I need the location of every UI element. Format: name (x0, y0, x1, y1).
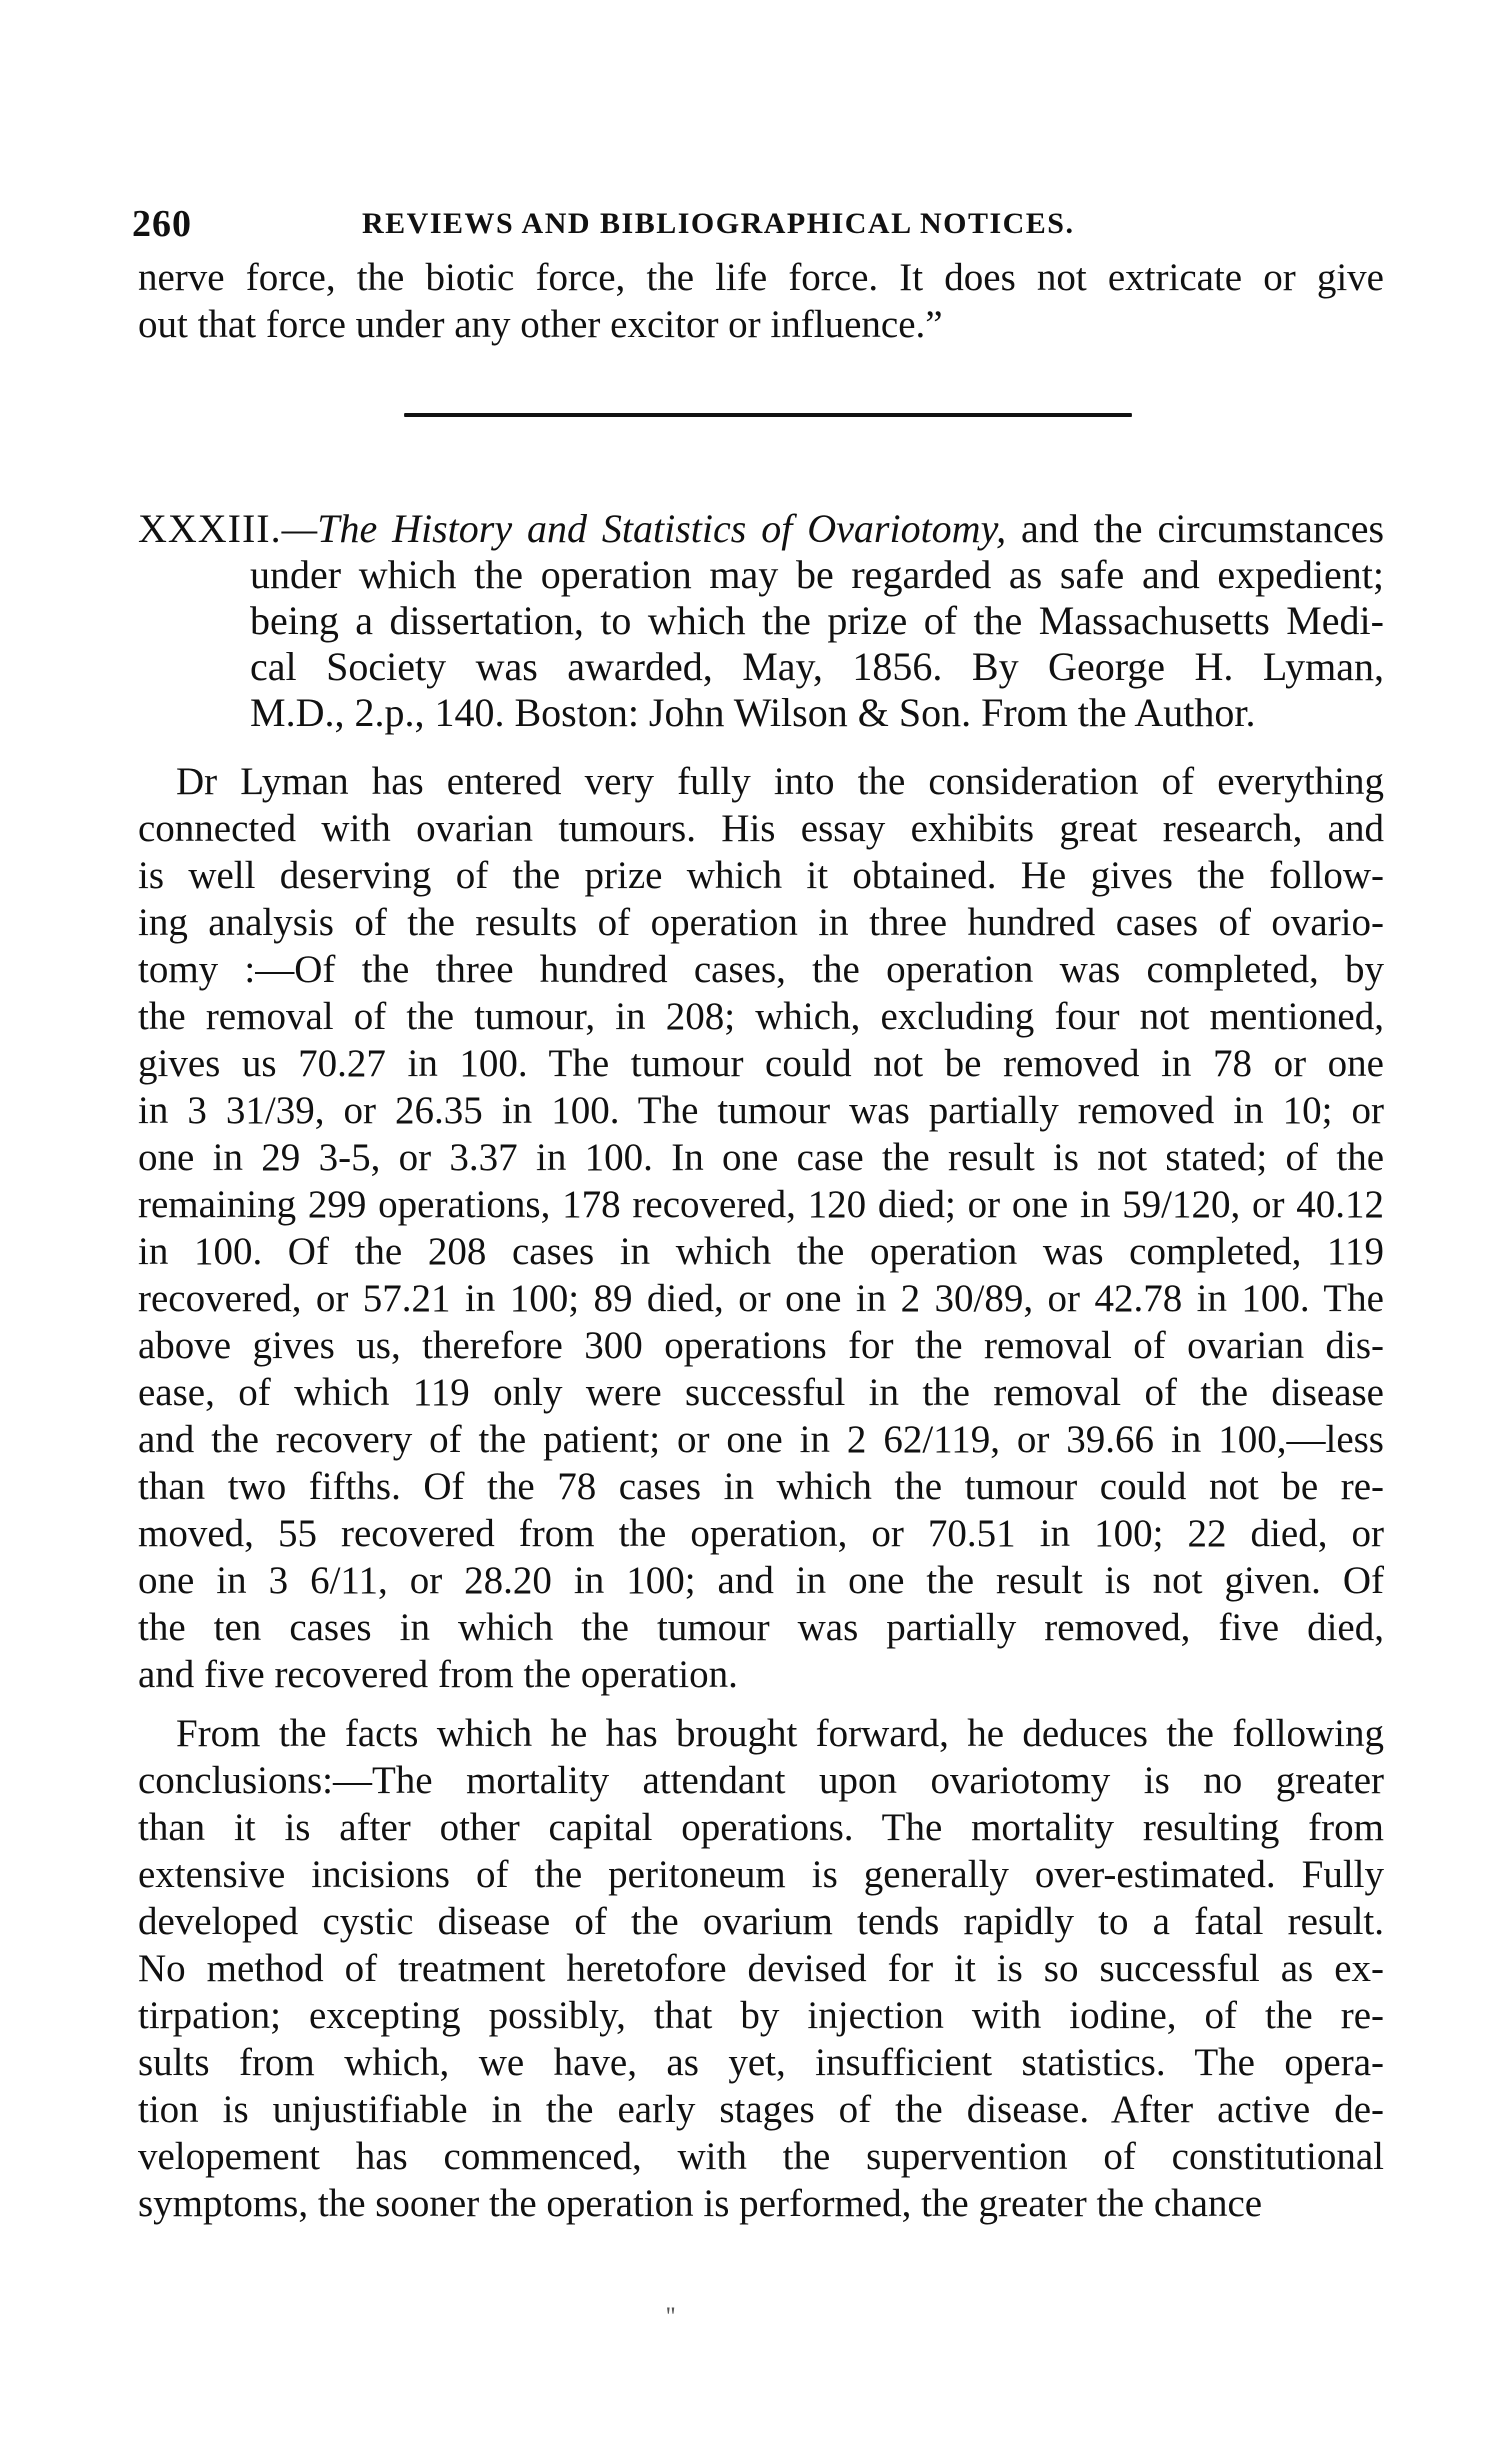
text-line: the ten cases in which the tumour was partially removed, five died, (138, 1606, 1384, 1649)
text-line: under which the operation may be regarded as safe and expedient; (250, 552, 1384, 597)
text-line: sults from which, we have, as yet, insufficient statistics. The opera- (138, 2041, 1384, 2084)
text-line: Dr Lyman has entered very fully into the consideration of everything (176, 760, 1384, 803)
text-line: one in 29 3-5, or 3.37 in 100. In one case the result is not stated; of the (138, 1136, 1384, 1179)
text-line: recovered, or 57.21 in 100; 89 died, or one in 2 30/89, or 42.78 in 100. The (138, 1277, 1384, 1320)
text-line: tion is unjustifiable in the early stages of the disease. After active de- (138, 2088, 1384, 2131)
text-line: symptoms, the sooner the operation is performed, the greater the chance (138, 2182, 1263, 2225)
review-entry-heading (138, 506, 1384, 736)
text-line: velopement has commenced, with the supervention of constitutional (138, 2135, 1384, 2178)
quote-continuation (138, 254, 1384, 348)
text-line: out that force under any other excitor or influence.” (138, 303, 943, 346)
section-divider (404, 410, 1132, 420)
text-line: than two fifths. Of the 78 cases in which the tumour could not be re- (138, 1465, 1384, 1508)
page-footer-mark: '' (666, 2302, 676, 2331)
text-line: nerve force, the biotic force, the life force. It does not extricate or give (138, 256, 1384, 299)
review-entry-first-line (138, 506, 1384, 552)
text-line: remaining 299 operations, 178 recovered, 120 died; or one in 59/120, or 40.12 (138, 1183, 1384, 1226)
text-line: the removal of the tumour, in 208; which, excluding four not mentioned, (138, 995, 1384, 1038)
text-line: extensive incisions of the peritoneum is generally over-estimated. Fully (138, 1853, 1384, 1896)
text-line: No method of treatment heretofore devised for it is so successful as ex- (138, 1947, 1384, 1990)
text-line: in 100. Of the 208 cases in which the operation was completed, 119 (138, 1230, 1384, 1273)
page-header (132, 196, 1387, 252)
text-line: developed cystic disease of the ovarium tends rapidly to a fatal result. (138, 1900, 1384, 1943)
text-line: is well deserving of the prize which it obtained. He gives the follow- (138, 854, 1384, 897)
text-line: tirpation; excepting possibly, that by injection with iodine, of the re- (138, 1994, 1384, 2037)
text-line: in 3 31/39, or 26.35 in 100. The tumour was partially removed in 10; or (138, 1089, 1384, 1132)
review-body (138, 758, 1384, 2239)
text-line: ease, of which 119 only were successful in the removal of the disease (138, 1371, 1384, 1414)
text-line: cal Society was awarded, May, 1856. By George H. Lyman, (250, 644, 1384, 689)
text-line: moved, 55 recovered from the operation, or 70.51 in 100; 22 died, or (138, 1512, 1384, 1555)
text-line: ing analysis of the results of operation in three hundred cases of ovario- (138, 901, 1384, 944)
text-line: than it is after other capital operations. The mortality resulting from (138, 1806, 1384, 1849)
review-title: —The History and Statistics of Ovariotomy, (281, 506, 1007, 551)
text-line: conclusions:—The mortality attendant upon ovariotomy is no greater (138, 1759, 1384, 1802)
text-line: above gives us, therefore 300 operations for the removal of ovarian dis- (138, 1324, 1384, 1367)
text-line: and the recovery of the patient; or one in 2 62/119, or 39.66 in 100,—less (138, 1418, 1384, 1461)
body-paragraph (138, 1710, 1384, 2227)
page-number: 260 (132, 203, 192, 245)
review-title-continuation: and the circumstances (1021, 506, 1385, 551)
body-paragraph (138, 758, 1384, 1698)
text-line: M.D., 2.p., 140. Boston: John Wilson & Son. From the Author. (250, 690, 1256, 735)
text-line: From the facts which he has brought forward, he deduces the following (176, 1712, 1384, 1755)
text-line: tomy :—Of the three hundred cases, the operation was completed, by (138, 948, 1384, 991)
text-line: gives us 70.27 in 100. The tumour could not be removed in 78 or one (138, 1042, 1384, 1085)
text-line: being a dissertation, to which the prize of the Massachusetts Medi- (250, 598, 1384, 643)
running-head: REVIEWS AND BIBLIOGRAPHICAL NOTICES. (362, 207, 1075, 240)
text-line: connected with ovarian tumours. His essay exhibits great research, and (138, 807, 1384, 850)
text-line: and five recovered from the operation. (138, 1653, 738, 1696)
text-line: one in 3 6/11, or 28.20 in 100; and in one the result is not given. Of (138, 1559, 1384, 1602)
review-number: XXXIII. (138, 506, 282, 551)
